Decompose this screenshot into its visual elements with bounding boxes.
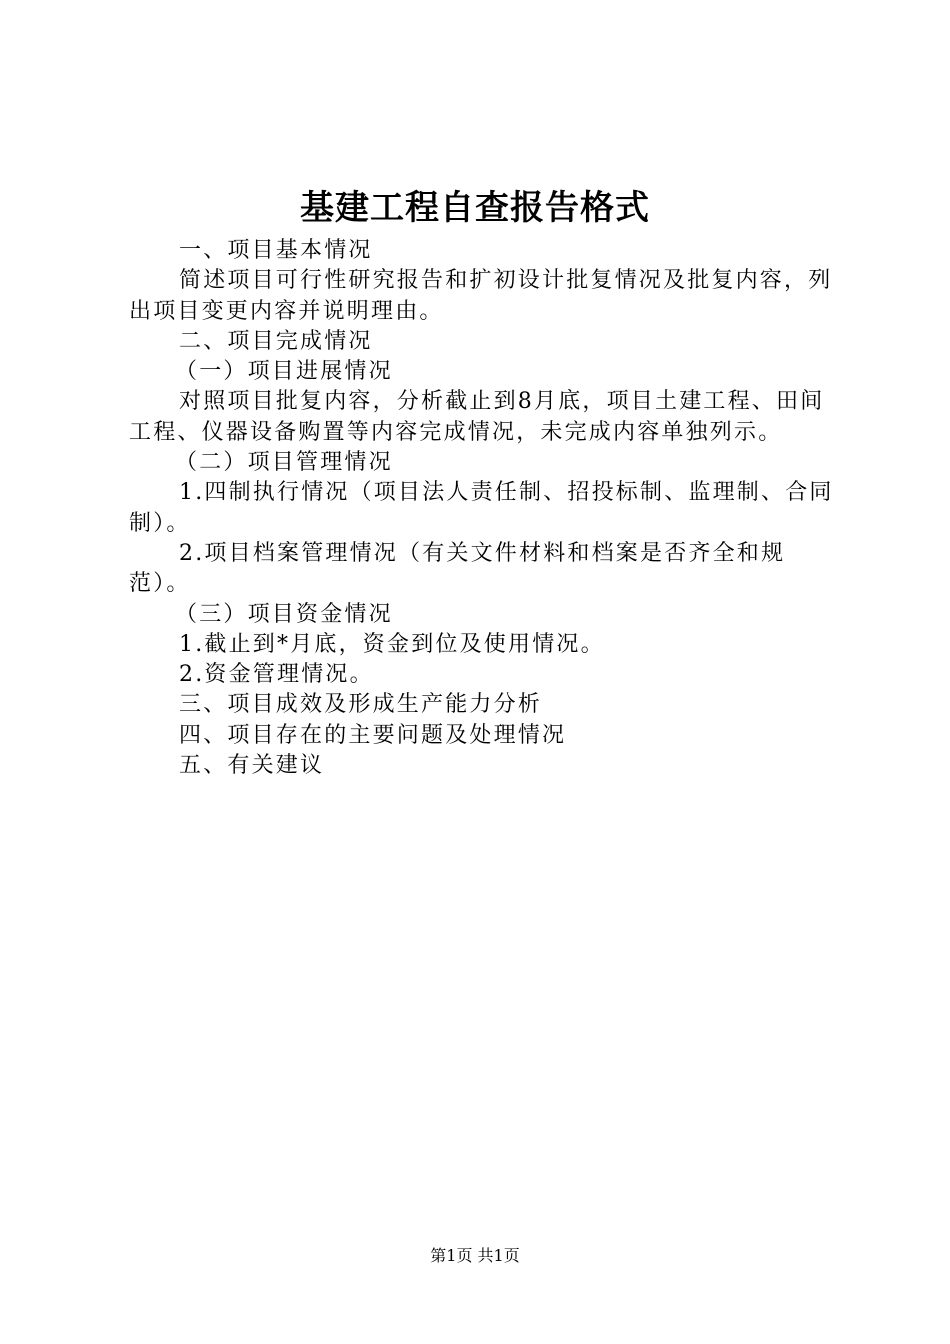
document-title: 基建工程自查报告格式 — [300, 188, 650, 228]
paragraph: 简述项目可行性研究报告和扩初设计批复情况及批复内容，列出项目变更内容并说明理由。 — [129, 268, 833, 324]
subsection-heading: （三）项目资金情况 — [175, 601, 393, 627]
document-body — [129, 236, 835, 781]
list-item: 2.资金管理情况。 — [179, 662, 374, 688]
list-item: 1.截止到*月底，资金到位及使用情况。 — [179, 631, 605, 657]
subsection-heading: （二）项目管理情况 — [175, 450, 393, 476]
section-heading-4: 四、项目存在的主要问题及处理情况 — [179, 722, 567, 748]
section-heading-3: 三、项目成效及形成生产能力分析 — [179, 692, 543, 718]
page-footer: 第1页 共1页 — [430, 1246, 520, 1265]
list-item: 2.项目档案管理情况（有关文件材料和档案是否齐全和规范）。 — [129, 540, 786, 597]
section-heading-5: 五、有关建议 — [179, 753, 325, 779]
section-heading-1: 一、项目基本情况 — [179, 238, 373, 263]
paragraph: 对照项目批复内容，分析截止到8月底，项目土建工程、田间工程、仪器设备购置等内容完成情况，未完成内容单独列示。 — [129, 389, 825, 445]
list-item: 1.四制执行情况（项目法人责任制、招投标制、监理制、合同制）。 — [129, 480, 834, 536]
section-heading-2: 二、项目完成情况 — [179, 328, 373, 354]
subsection-heading: （一）项目进展情况 — [175, 359, 393, 385]
